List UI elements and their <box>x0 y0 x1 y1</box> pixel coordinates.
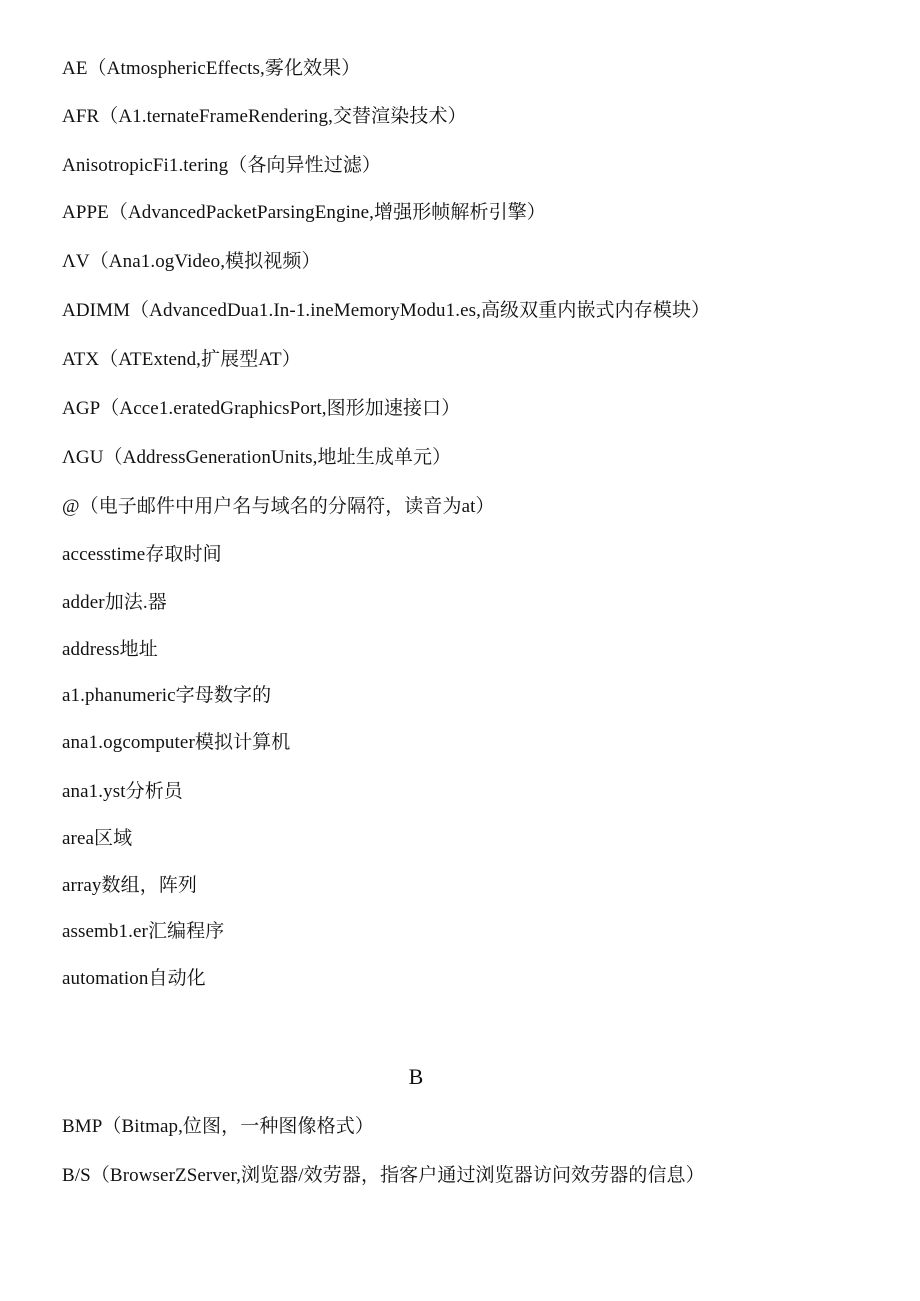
glossary-entry-agp: AGP（Acce1.eratedGraphicsPort,图形加速接口） <box>62 398 461 419</box>
glossary-entry-automation: automation自动化 <box>62 968 206 989</box>
glossary-entry-afr: AFR（A1.ternateFrameRendering,交替渲染技术） <box>62 106 467 127</box>
glossary-entry-bs: B/S（BrowserZServer,浏览器/效劳器，指客户通过浏览器访问效劳器的信息） <box>62 1165 705 1186</box>
glossary-entry-adimm: ADIMM（AdvancedDua1.In-1.ineMemoryModu1.es,高级双重内嵌式内存模块） <box>62 300 711 321</box>
glossary-entry-analyst: ana1.yst分析员 <box>62 781 183 802</box>
glossary-entry-appe: APPE（AdvancedPacketParsingEngine,增强形帧解析引擎） <box>62 202 546 223</box>
section-heading-b: B <box>408 1064 424 1089</box>
glossary-entry-ae: AE（AtmosphericEffects,雾化效果） <box>62 58 361 79</box>
glossary-entry-agu: ΛGU（AddressGenerationUnits,地址生成单元） <box>62 447 452 468</box>
glossary-entry-alphanumeric: a1.phanumeric字母数字的 <box>62 685 272 706</box>
glossary-entry-adder: adder加法.器 <box>62 592 167 613</box>
glossary-entry-anisotropic: AnisotropicFi1.tering（各向异性过滤） <box>62 155 382 176</box>
glossary-entry-analogcomputer: ana1.ogcomputer模拟计算机 <box>62 732 291 753</box>
glossary-entry-av: ΛV（Ana1.ogVideo,模拟视频） <box>62 251 321 272</box>
glossary-entry-accesstime: accesstime存取时间 <box>62 544 222 565</box>
glossary-entry-area: area区域 <box>62 828 133 849</box>
glossary-entry-address: address地址 <box>62 639 158 660</box>
glossary-entry-atx: ATX（ATExtend,扩展型AT） <box>62 349 301 370</box>
glossary-entry-array: array数组，阵列 <box>62 875 198 896</box>
glossary-entry-at-sign: @（电子邮件中用户名与域名的分隔符，读音为at） <box>62 496 495 517</box>
glossary-entry-assembler: assemb1.er汇编程序 <box>62 921 225 942</box>
glossary-entry-bmp: BMP（Bitmap,位图，一种图像格式） <box>62 1116 374 1137</box>
